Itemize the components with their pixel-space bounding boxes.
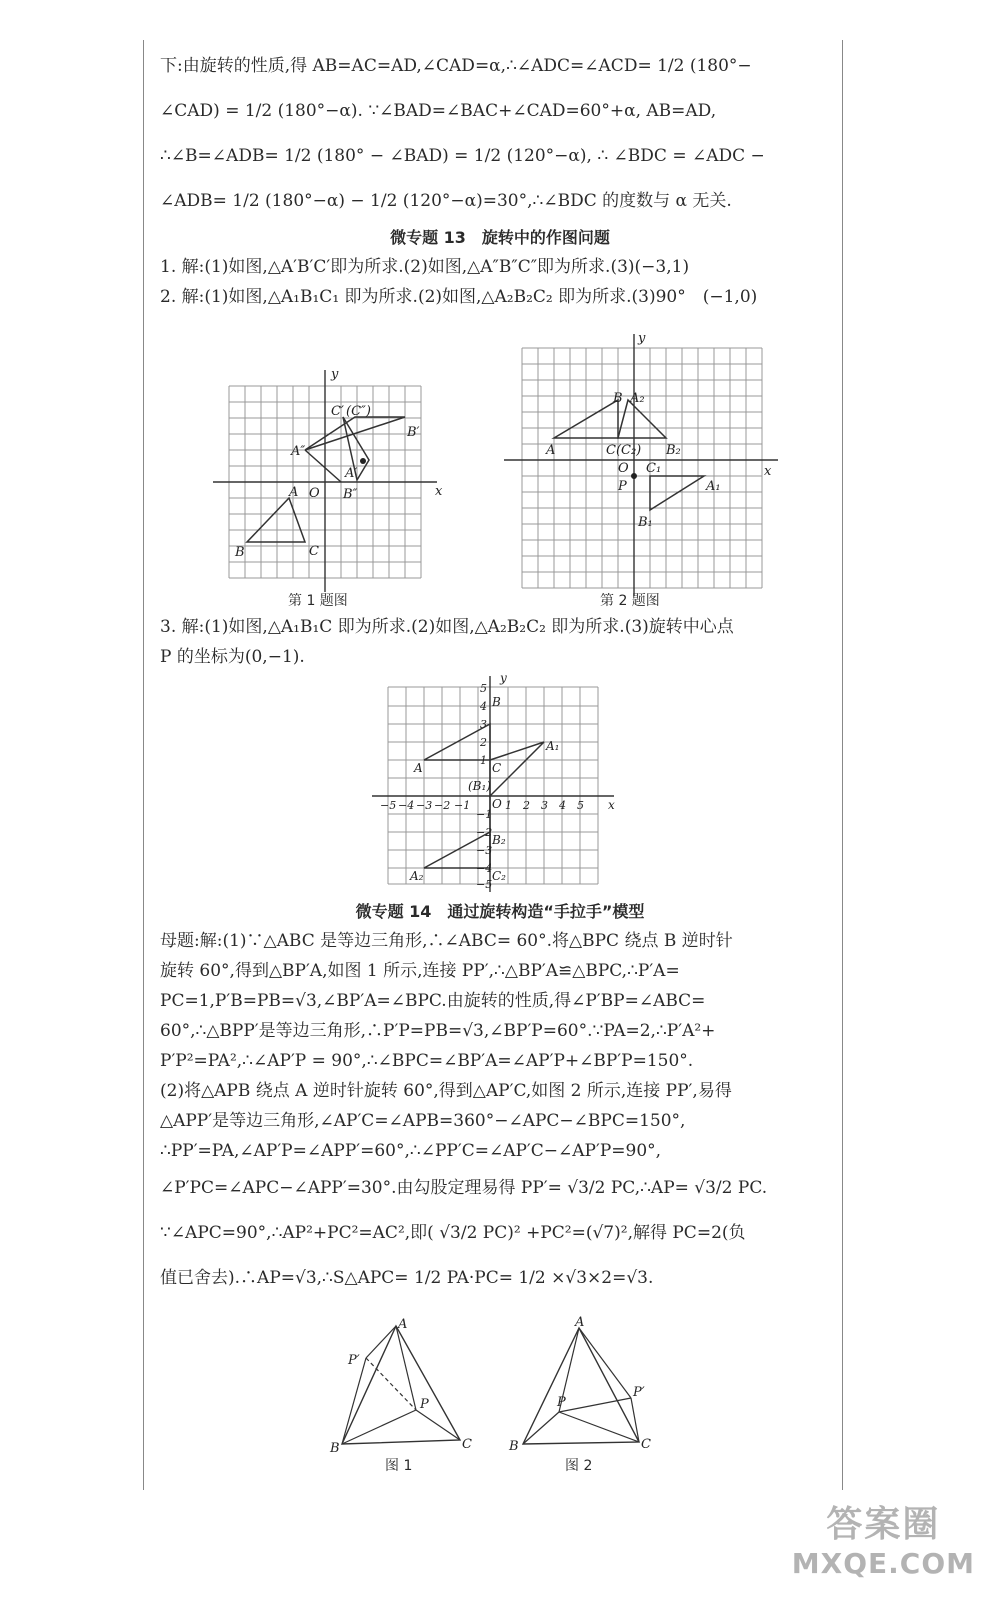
svg-text:y: y	[638, 331, 646, 346]
s14-line-10: 值已舍去).∴AP=√3,∴S△APC= 1/2 PA·PC= 1/2 ×√3×2=√3.	[160, 1268, 654, 1288]
svg-text:P: P	[557, 1395, 566, 1410]
s14-line-6: △APP′是等边三角形,∠AP′C=∠APB=360°−∠APC−∠BPC=150°,	[160, 1111, 686, 1131]
svg-text:A′: A′	[345, 466, 358, 481]
svg-text:1: 1	[505, 799, 512, 812]
svg-text:−5: −5	[380, 799, 397, 812]
svg-text:−3: −3	[416, 799, 433, 812]
s14-line-4: P′P²=PA²,∴∠AP′P = 90°,∴∠BPC=∠BP′A=∠AP′P+∠BP′P=150°.	[160, 1051, 694, 1071]
s14-line-3: 60°,∴△BPP′是等边三角形,∴P′P=PB=√3,∠BP′P=60°.∵PA=2,∴P′A²+	[160, 1021, 716, 1041]
svg-text:A₁: A₁	[706, 479, 721, 494]
s14-line-0: 母题:解:(1)∵△ABC 是等边三角形,∴∠ABC= 60°.将△BPC 绕点 B 逆时针	[160, 931, 733, 951]
figure-2-grid	[500, 330, 785, 600]
svg-text:C₂: C₂	[492, 869, 506, 883]
svg-text:B′: B′	[407, 425, 420, 440]
svg-text:2: 2	[480, 736, 487, 749]
svg-text:A₁: A₁	[546, 739, 560, 753]
svg-text:C: C	[309, 544, 319, 559]
triangle-fig2-caption: 图 2	[565, 1458, 593, 1474]
fig2-caption: 第 2 题图	[600, 593, 660, 609]
svg-text:A: A	[546, 443, 556, 458]
figure-3-grid	[368, 672, 623, 894]
svg-text:O: O	[618, 461, 629, 476]
s14-line-2: PC=1,P′B=PB=√3,∠BP′A=∠BPC.由旋转的性质,得∠P′BP=∠ABC=	[160, 991, 706, 1011]
svg-text:P′: P′	[633, 1385, 645, 1400]
svg-text:P: P	[420, 1397, 429, 1412]
section14-title: 微专题 14 通过旋转构造“手拉手”模型	[355, 902, 645, 921]
fig1-x-label: x	[435, 484, 443, 499]
svg-text:4: 4	[559, 799, 566, 812]
watermark-url: MXQE.COM	[791, 1547, 975, 1580]
svg-text:C: C	[462, 1437, 472, 1452]
s14-line-7: ∴PP′=PA,∠AP′P=∠APP′=60°,∴∠PP′C=∠AP′C−∠AP′P=90°,	[160, 1141, 662, 1161]
watermark	[792, 1496, 975, 1580]
svg-text:−4: −4	[398, 799, 415, 812]
svg-text:A₂: A₂	[410, 869, 424, 883]
svg-text:C₁: C₁	[646, 461, 662, 476]
triangle-figure-2	[505, 1316, 665, 1456]
svg-text:A: A	[289, 485, 299, 500]
page-content	[160, 44, 840, 312]
triangle-figure-1	[320, 1316, 480, 1456]
svg-text:y: y	[500, 672, 507, 685]
s14-line-8: ∠P′PC=∠APC−∠APP′=30°.由勾股定理易得 PP′= √3/2 PC,∴AP= √3/2 PC.	[160, 1178, 768, 1198]
svg-text:B₁: B₁	[638, 515, 653, 530]
svg-text:(C″): (C″)	[346, 404, 371, 419]
svg-text:5: 5	[480, 682, 487, 695]
svg-text:O: O	[492, 797, 502, 811]
svg-text:−4: −4	[476, 862, 493, 875]
svg-text:−2: −2	[434, 799, 451, 812]
section13-q2: 2. 解:(1)如图,△A₁B₁C₁ 即为所求.(2)如图,△A₂B₂C₂ 即为所求.(3)90° (−1,0)	[160, 287, 758, 307]
fig1-caption: 第 1 题图	[288, 593, 348, 609]
svg-text:−3: −3	[476, 844, 493, 857]
svg-text:B₂: B₂	[666, 443, 681, 458]
s14-line-1: 旋转 60°,得到△BP′A,如图 1 所示,连接 PP′,∴△BP′A≌△BPC,∴P′A=	[160, 961, 680, 981]
s14-line-9: ∵∠APC=90°,∴AP²+PC²=AC²,即( √3/2 PC)² +PC²=(√7)²,解得 PC=2(负	[160, 1223, 746, 1243]
svg-text:−2: −2	[476, 826, 493, 839]
fig1-origin: O	[309, 486, 320, 501]
svg-text:B: B	[330, 1441, 340, 1456]
svg-text:−1: −1	[454, 799, 471, 812]
svg-text:x: x	[608, 798, 615, 812]
svg-text:B: B	[613, 391, 623, 406]
svg-text:2: 2	[523, 799, 530, 812]
svg-text:A: A	[398, 1317, 408, 1332]
svg-text:−5: −5	[476, 878, 493, 891]
svg-text:B″: B″	[343, 487, 358, 502]
svg-text:C′: C′	[331, 404, 344, 419]
svg-text:(B₁): (B₁)	[468, 779, 491, 793]
section13-q3-line2: P 的坐标为(0,−1).	[160, 647, 305, 667]
svg-text:P: P	[618, 479, 627, 494]
intro-line-3: ∴∠B=∠ADB= 1/2 (180° − ∠BAD) = 1/2 (120°−α), ∴ ∠BDC = ∠ADC −	[160, 146, 765, 166]
svg-text:C: C	[641, 1437, 651, 1452]
section13-q1: 1. 解:(1)如图,△A′B′C′即为所求.(2)如图,△A″B″C″即为所求.(3)(−3,1)	[160, 257, 690, 277]
svg-text:−1: −1	[476, 808, 493, 821]
fig1-y-label: y	[331, 367, 339, 382]
svg-text:3: 3	[480, 718, 487, 731]
svg-text:B₂: B₂	[492, 833, 506, 847]
svg-text:4: 4	[480, 700, 487, 713]
svg-text:5: 5	[577, 799, 584, 812]
svg-text:C(C₂): C(C₂)	[606, 443, 642, 458]
svg-text:A″: A″	[291, 444, 306, 459]
intro-line-2: ∠CAD) = 1/2 (180°−α). ∵∠BAD=∠BAC+∠CAD=60°+α, AB=AD,	[160, 101, 717, 121]
left-margin-rule	[143, 40, 144, 1490]
svg-text:B: B	[509, 1439, 519, 1454]
watermark-logo: 答案圈	[826, 1504, 941, 1545]
section13-title: 微专题 13 旋转中的作图问题	[390, 228, 610, 247]
svg-text:B: B	[492, 695, 501, 709]
svg-text:P′: P′	[348, 1353, 360, 1368]
svg-text:A₂: A₂	[630, 391, 645, 406]
intro-line-1: 下:由旋转的性质,得 AB=AC=AD,∠CAD=α,∴∠ADC=∠ACD= 1/2 (180°−	[160, 56, 752, 76]
section14-block	[160, 898, 840, 1301]
intro-line-4: ∠ADB= 1/2 (180°−α) − 1/2 (120°−α)=30°,∴∠BDC 的度数与 α 无关.	[160, 191, 732, 211]
figure-1-grid	[205, 360, 445, 610]
section13-q3-line1: 3. 解:(1)如图,△A₁B₁C 即为所求.(2)如图,△A₂B₂C₂ 即为所求.(3)旋转中心点	[160, 617, 734, 637]
triangle-fig1-caption: 图 1	[385, 1458, 413, 1474]
svg-text:1: 1	[480, 754, 487, 767]
svg-text:x: x	[764, 464, 772, 479]
right-margin-rule	[842, 40, 843, 1490]
svg-text:3: 3	[541, 799, 548, 812]
svg-text:A: A	[414, 761, 423, 775]
s14-line-5: (2)将△APB 绕点 A 逆时针旋转 60°,得到△AP′C,如图 2 所示,连接 PP′,易得	[160, 1081, 732, 1101]
svg-text:C: C	[492, 761, 502, 775]
svg-text:A: A	[575, 1316, 585, 1330]
svg-text:B: B	[235, 545, 245, 560]
